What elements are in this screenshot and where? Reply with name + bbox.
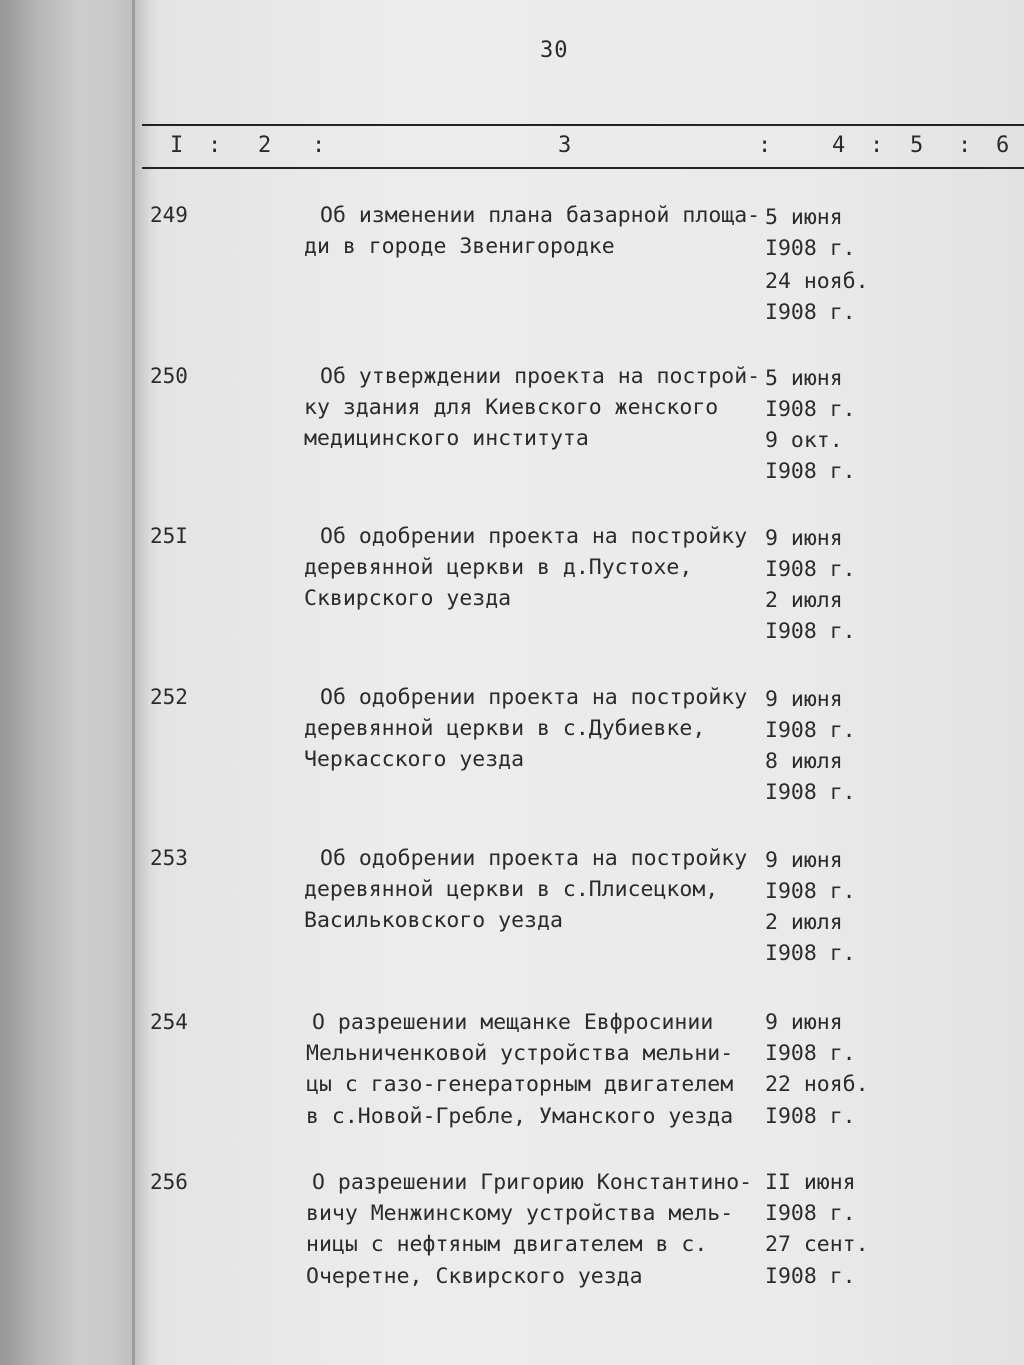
column-separator: : (958, 133, 972, 158)
entry-date-line: I908 г. (765, 300, 856, 325)
entry-description-line: Об одобрении проекта на постройку (320, 685, 748, 710)
column-separator: : (758, 133, 772, 158)
entry-date-line: 9 июня (765, 1010, 843, 1035)
entry-date-line: 24 нояб. (765, 269, 869, 294)
entry-date-line: 9 июня (765, 848, 843, 873)
entry-date-line: I908 г. (765, 459, 856, 484)
entry-description-line: Сквирского уезда (304, 586, 512, 611)
entry-date-line: 2 июля (765, 910, 843, 935)
entry-date-line: 22 нояб. (765, 1072, 869, 1097)
entry-description-line: цы с газо-генераторным двигателем (306, 1072, 734, 1097)
entry-description-line: вичу Менжинскому устройства мель- (306, 1201, 734, 1226)
column-separator: : (870, 133, 884, 158)
entry-date-line: I908 г. (765, 1041, 856, 1066)
entry-date-line: 9 июня (765, 687, 843, 712)
entry-description-line: Черкасского уезда (304, 747, 525, 772)
entry-description-line: Об одобрении проекта на постройку (320, 846, 748, 871)
entry-date-line: II июня (765, 1170, 856, 1195)
column-header-2: 2 (258, 133, 272, 158)
entry-date-line: I908 г. (765, 1104, 856, 1129)
entry-date-line: 27 сент. (765, 1232, 869, 1257)
entry-date-line: I908 г. (765, 780, 856, 805)
column-header-5: 5 (910, 133, 924, 158)
entry-number: 256 (150, 1170, 188, 1194)
entry-number: 254 (150, 1010, 188, 1034)
page-number: 30 (540, 38, 569, 63)
page-fold-line (132, 0, 135, 1365)
page-spine-shadow (0, 0, 150, 1365)
column-header-3: 3 (558, 133, 572, 158)
entry-description-line: ницы с нефтяным двигателем в с. (306, 1232, 708, 1257)
entry-description-line: медицинского института (304, 426, 589, 451)
entry-date-line: 5 июня (765, 366, 843, 391)
entry-number: 253 (150, 846, 188, 870)
entry-date-line: I908 г. (765, 397, 856, 422)
entry-date-line: 8 июля (765, 749, 843, 774)
entry-description-line: О разрешении мещанке Евфросинии (312, 1010, 714, 1035)
entry-description-line: в с.Новой-Гребле, Уманского уезда (306, 1104, 734, 1129)
entry-description-line: Об одобрении проекта на постройку (320, 524, 748, 549)
entry-description-line: деревянной церкви в д.Пустохе, (304, 555, 693, 580)
entry-description-line: ди в городе Звенигородке (304, 234, 615, 259)
entry-number: 252 (150, 685, 188, 709)
column-header-1: I (170, 133, 184, 158)
column-header-4: 4 (832, 133, 846, 158)
entry-number: 25I (150, 524, 188, 548)
entry-date-line: I908 г. (765, 1264, 856, 1289)
column-separator: : (208, 133, 222, 158)
entry-date-line: 2 июля (765, 588, 843, 613)
entry-date-line: I908 г. (765, 1201, 856, 1226)
entry-description-line: Очеретне, Сквирского уезда (306, 1264, 643, 1289)
entry-description-line: ку здания для Киевского женского (304, 395, 719, 420)
column-separator: : (312, 133, 326, 158)
header-top-rule (142, 124, 1024, 126)
entry-description-line: Мельниченковой устройства мельни- (306, 1041, 734, 1066)
header-bottom-rule (142, 167, 1024, 169)
entry-date-line: 9 окт. (765, 428, 843, 453)
entry-number: 249 (150, 203, 188, 227)
entry-date-line: I908 г. (765, 941, 856, 966)
entry-date-line: 9 июня (765, 526, 843, 551)
entry-description-line: Васильковского уезда (304, 908, 563, 933)
entry-date-line: I908 г. (765, 718, 856, 743)
entry-number: 250 (150, 364, 188, 388)
entry-date-line: I908 г. (765, 236, 856, 261)
entry-description-line: О разрешении Григорию Константино- (312, 1170, 753, 1195)
entry-date-line: 5 июня (765, 205, 843, 230)
entry-date-line: I908 г. (765, 879, 856, 904)
entry-description-line: Об изменении плана базарной площа- (320, 203, 761, 228)
entry-description-line: деревянной церкви в с.Плисецком, (304, 877, 719, 902)
column-header-6: 6 (996, 133, 1010, 158)
entry-description-line: Об утверждении проекта на построй- (320, 364, 761, 389)
entry-description-line: деревянной церкви в с.Дубиевке, (304, 716, 706, 741)
entry-date-line: I908 г. (765, 619, 856, 644)
entry-date-line: I908 г. (765, 557, 856, 582)
